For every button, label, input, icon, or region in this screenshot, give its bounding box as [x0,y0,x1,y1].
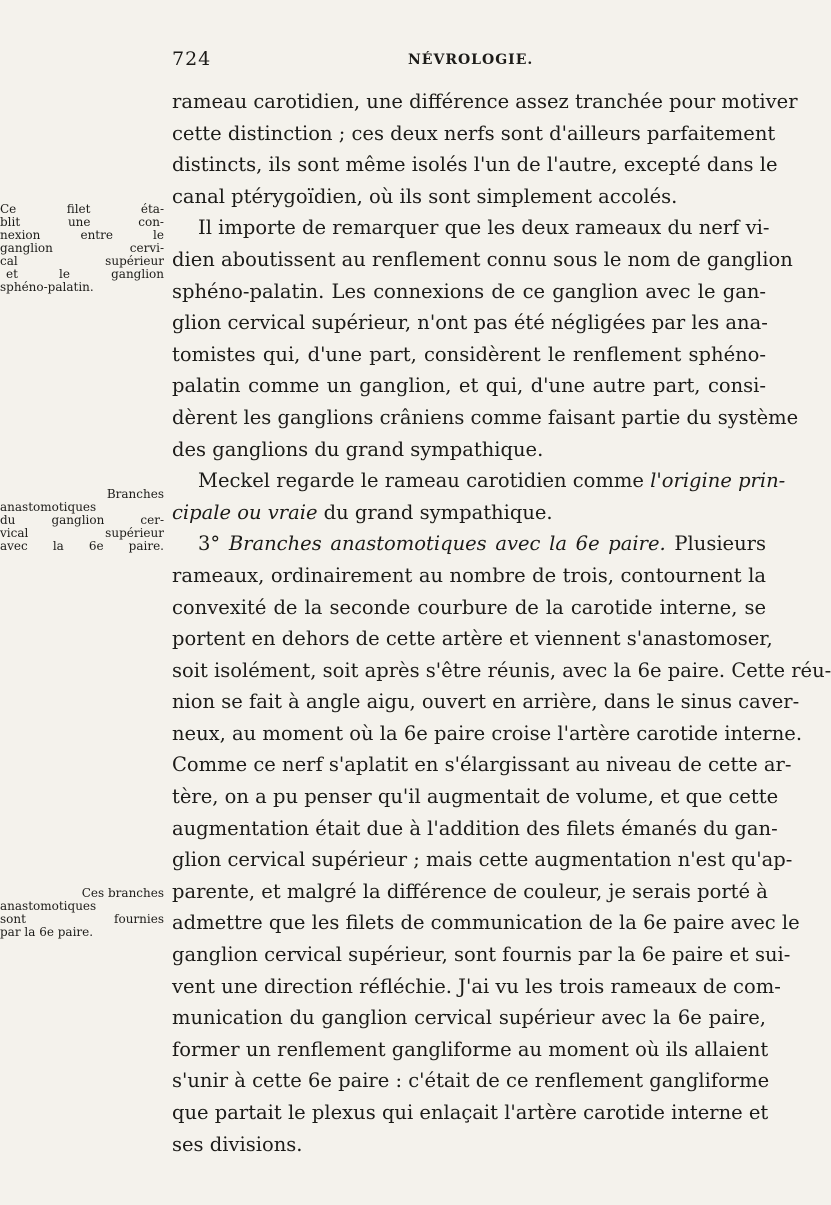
margin-note-line: Ces branches [81,886,164,900]
text-line: que partait le plexus qui enlaçait l'artère carotide interne et [172,1101,769,1124]
text-line: sphéno-palatin. Les connexions de ce ganglion avec le gan- [172,279,766,303]
italic-run: cipale ou vraie [172,500,318,524]
running-title: NÉVROLOGIE. [408,52,534,68]
margin-note-line: sont fournies [0,912,164,926]
text-line: tère, on a pu penser qu'il augmentait de volume, et que cette [172,785,779,809]
page-number: 724 [172,48,212,70]
text-line: nion se fait à angle aigu, ouvert en arrière, dans le sinus caver- [172,690,800,714]
text-line: distincts, ils sont même isolés l'un de l'autre, excepté dans le [172,153,778,177]
text-line: ganglion cervical supérieur, sont fournis par la 6e paire et sui- [172,943,791,967]
text-line: neux, au moment où la 6e paire croise l'artère carotide interne. [172,721,803,745]
text-run: 3° [198,532,229,556]
text-run: du grand sympathique. [317,500,553,524]
text-line: dien aboutissent au renflement connu sous le nom de ganglion [172,247,793,271]
margin-note-line: nexion entre le [0,228,164,242]
text-line: des ganglions du grand sympathique. [172,437,544,461]
text-line-branches-heading [172,528,766,560]
text-line: soit isolément, soit après s'être réunis, avec la 6e paire. Cette réu- [172,658,831,682]
text-run: Plusieurs [665,532,766,556]
margin-note-line: blit une con- [0,215,164,229]
text-line: s'unir à cette 6e paire : c'était de ce renflement gangliforme [172,1069,770,1093]
text-line: tomistes qui, d'une part, considèrent le renflement sphéno- [172,342,766,366]
margin-note-line: par la 6e paire. [0,925,94,939]
text-line-meckel [172,465,786,497]
margin-note-fournies [0,887,164,939]
margin-note-line: vical supérieur [0,526,164,540]
italic-run: l'origine prin- [650,469,786,493]
margin-note-line: sphéno-palatin. [0,280,94,294]
margin-note-line: anastomotiques [0,500,97,514]
text-line: dèrent les ganglions crâniens comme faisant partie du système [172,405,799,429]
text-line: parente, et malgré la différence de couleur, je serais porté à [172,879,768,903]
text-line: Il importe de remarquer que les deux rameaux du nerf vi- [198,216,770,240]
margin-note-line: Branches [106,487,164,501]
margin-note-line: du ganglion cer- [0,513,164,527]
text-line: vent une direction réfléchie. J'ai vu les trois rameaux de com- [172,974,781,998]
text-line: former un renflement gangliforme au moment où ils allaient [172,1037,769,1061]
italic-run: Branches anastomotiques avec la 6e paire. [228,532,666,556]
margin-note-connexion [0,203,164,294]
text-line: Comme ce nerf s'aplatit en s'élargissant au niveau de cette ar- [172,753,792,777]
text-line: admettre que les filets de communication de la 6e paire avec le [172,911,800,935]
margin-note-line: ganglion cervi- [0,241,164,255]
text-run: Meckel regarde le rameau carotidien comme [198,469,651,493]
text-line: munication du ganglion cervical supérieur avec la 6e paire, [172,1006,766,1030]
page-header [172,48,592,74]
text-line-meckel-cont [172,497,766,529]
text-line: canal ptérygoïdien, où ils sont simplement accolés. [172,184,678,208]
margin-note-line: cal supérieur [0,254,164,268]
text-line: glion cervical supérieur ; mais cette augmentation n'est qu'ap- [172,848,793,872]
text-line: ses divisions. [172,1132,303,1156]
text-line: cette distinction ; ces deux nerfs sont d'ailleurs parfaitement [172,121,776,145]
text-line: glion cervical supérieur, n'ont pas été négligées par les ana- [172,311,768,335]
body-text [172,86,831,1160]
text-line: palatin comme un ganglion, et qui, d'une autre part, consi- [172,374,766,398]
margin-note-line: avec la 6e paire. [0,539,164,553]
margin-note-line: et le ganglion [6,267,164,281]
text-line: convexité de la seconde courbure de la carotide interne, se [172,595,766,619]
text-line: rameau carotidien, une différence assez tranchée pour motiver [172,90,798,113]
margin-note-line: anastomotiques [0,899,97,913]
text-line: rameaux, ordinairement au nombre de trois, contournent la [172,563,766,587]
margin-note-line: Ce filet éta- [0,202,164,216]
margin-note-branches [0,488,164,553]
text-line: augmentation était due à l'addition des filets émanés du gan- [172,816,778,840]
text-line: portent en dehors de cette artère et viennent s'anastomoser, [172,627,773,651]
